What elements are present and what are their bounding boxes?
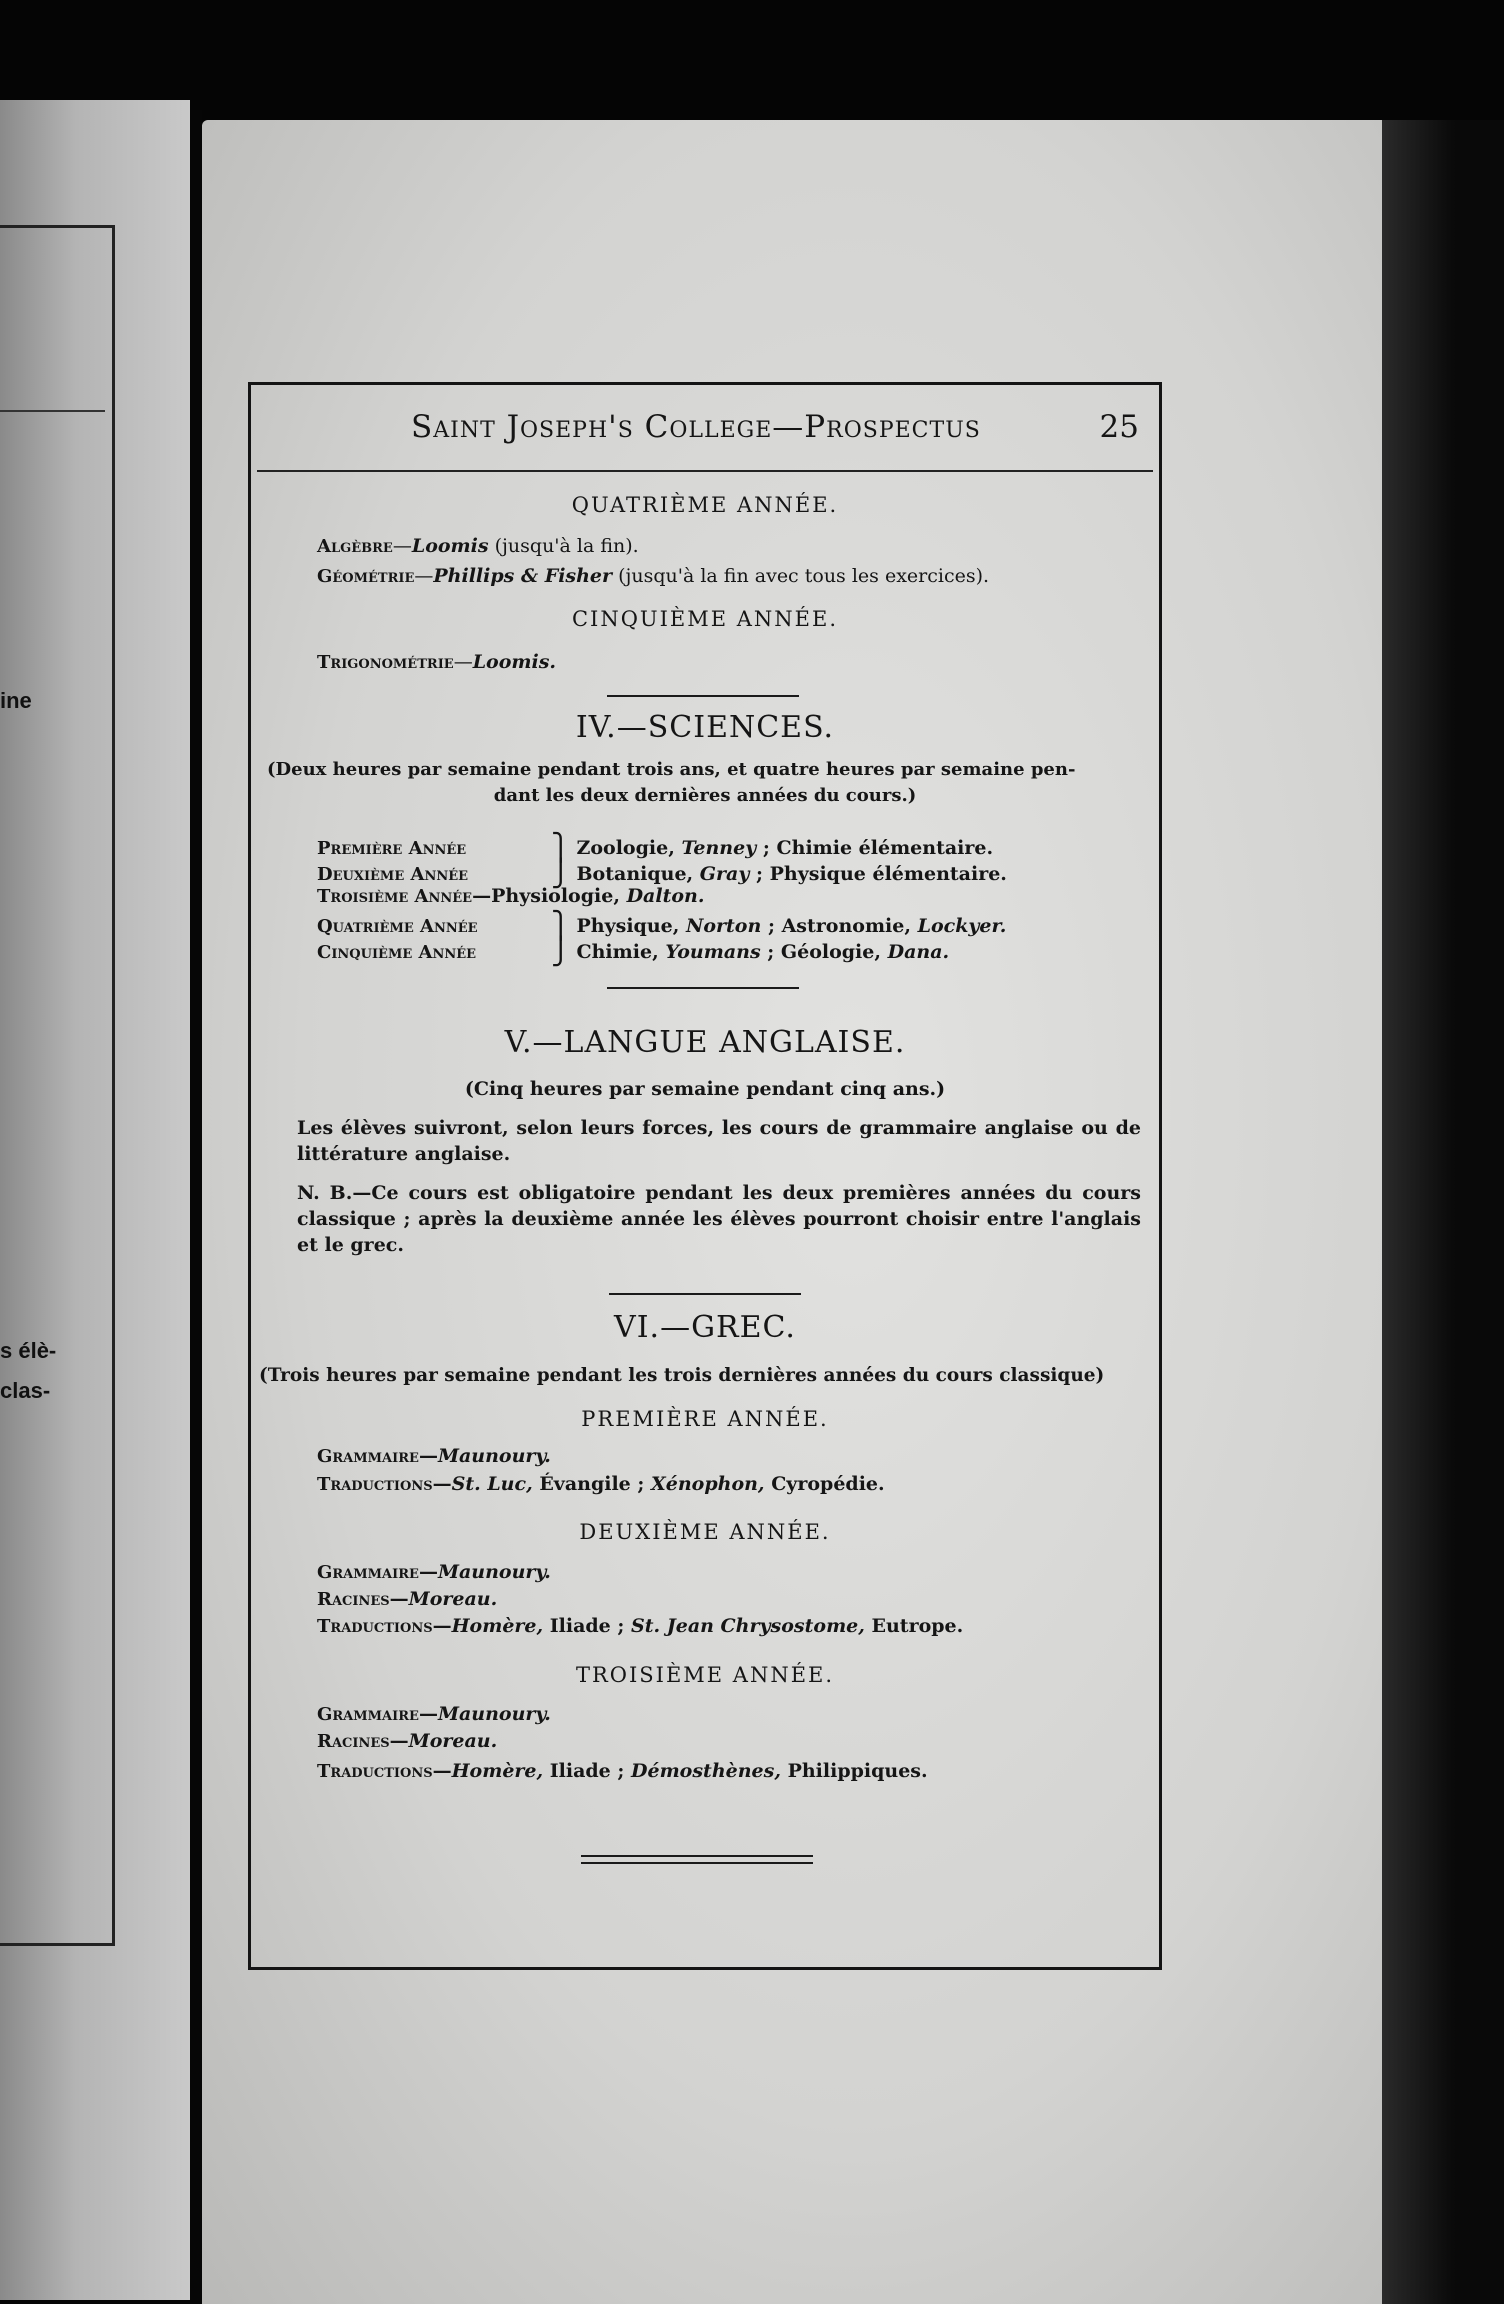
textbook-author: Norton [685, 915, 762, 937]
course-line: Grammaire—Maunoury. [317, 1703, 551, 1725]
course-note: (jusqu'à la fin). [494, 535, 639, 557]
course-line: Racines—Moreau. [317, 1588, 498, 1610]
previous-page-text: s élè- [0, 1338, 57, 1363]
hours-note: (Deux heures par semaine pendant trois ans, et quatre heures par semaine pen- [267, 759, 1076, 780]
textbook-author: Lockyer. [917, 915, 1007, 937]
hours-note: (Cinq heures par semaine pendant cinq ans.) [464, 1078, 946, 1100]
course-line: Deuxième Année ⎭ Botanique, Gray ; Physique élémentaire. [317, 859, 1007, 889]
previous-page-rule [0, 410, 105, 412]
textbook-author: Loomis. [472, 651, 557, 673]
course-line: Traductions—Homère, Iliade ; Démosthènes, Philippiques. [317, 1760, 928, 1782]
subject-label: Trigonométrie [317, 652, 454, 673]
subject-label: Traductions [317, 1761, 433, 1782]
section-divider [607, 695, 799, 697]
section-heading: IV.—SCIENCES. [575, 710, 835, 745]
closing-rule [581, 1855, 813, 1857]
previous-page-frame [0, 225, 115, 1946]
year-heading: TROISIÈME ANNÉE. [575, 1663, 835, 1687]
year-heading: PREMIÈRE ANNÉE. [581, 1407, 829, 1431]
hours-note: (Trois heures par semaine pendant les trois dernières années du cours classique) [259, 1365, 1105, 1386]
course-line: Algèbre—Loomis (jusqu'à la fin). [317, 535, 639, 557]
header-rule [257, 470, 1153, 472]
textbook-author: Loomis [411, 535, 489, 557]
course-line: Grammaire—Maunoury. [317, 1445, 551, 1467]
year-label: Première Année [317, 838, 467, 859]
subject-label: Traductions [317, 1616, 433, 1637]
previous-page-text: clas- [0, 1378, 51, 1403]
year-heading: CINQUIÈME ANNÉE. [571, 607, 839, 631]
textbook-author: Gray [699, 863, 750, 885]
course-line: Trigonométrie—Loomis. [317, 651, 557, 673]
page-frame [248, 382, 1162, 1970]
textbook-author: Youmans [665, 941, 761, 963]
subject-label: Algèbre [317, 536, 393, 557]
textbook-author: Dana. [887, 941, 950, 963]
subject-label: Racines [317, 1731, 390, 1752]
textbook-author: Maunoury. [437, 1703, 551, 1725]
page-gutter [190, 110, 202, 2304]
closing-rule [581, 1862, 813, 1864]
subject-label: Traductions [317, 1474, 433, 1495]
textbook-author: Moreau. [408, 1730, 498, 1752]
course-line: Racines—Moreau. [317, 1730, 498, 1752]
textbook-author: Dalton. [626, 885, 705, 907]
paragraph: N. B.—Ce cours est obligatoire pendant les deux premières années du cours classique ; après la deuxième année les élèves pourront choisir entre l'anglais et le grec. [297, 1182, 1141, 1256]
subject-label: Géométrie [317, 566, 415, 587]
section-divider [609, 1293, 801, 1295]
textbook-author: Maunoury. [437, 1561, 551, 1583]
year-label: Cinquième Année [317, 942, 477, 963]
section-heading: VI.—GREC. [614, 1310, 796, 1345]
page-number: 25 [1099, 409, 1139, 445]
textbook-author: Tenney [681, 837, 757, 859]
year-label: Deuxième Année [317, 864, 469, 885]
course-line: Cinquième Année ⎭ Chimie, Youmans ; Géologie, Dana. [317, 937, 950, 967]
textbook-author: Phillips & Fisher [433, 565, 613, 587]
paragraph: Les élèves suivront, selon leurs forces, les cours de grammaire anglaise ou de littérature anglaise. [297, 1117, 1141, 1165]
year-heading: QUATRIÈME ANNÉE. [571, 493, 839, 517]
subject-label: Grammaire [317, 1704, 419, 1725]
page-edge-shadow [1382, 120, 1504, 2304]
course-note: (jusqu'à la fin avec tous les exercices). [618, 565, 990, 587]
year-label: Troisième Année [317, 886, 473, 907]
year-heading: DEUXIÈME ANNÉE. [579, 1520, 831, 1544]
year-label: Quatrième Année [317, 916, 478, 937]
subject-label: Racines [317, 1589, 390, 1610]
course-line: Grammaire—Maunoury. [317, 1561, 551, 1583]
course-line: Traductions—St. Luc, Évangile ; Xénophon, Cyropédie. [317, 1473, 885, 1495]
section-heading: V.—LANGUE ANGLAISE. [504, 1025, 906, 1060]
subject-label: Grammaire [317, 1562, 419, 1583]
course-line: Géométrie—Phillips & Fisher (jusqu'à la fin avec tous les exercices). [317, 565, 990, 587]
running-title: Saint Joseph's College—Prospectus [411, 409, 981, 445]
hours-note: dant les deux dernières années du cours.) [493, 785, 917, 806]
course-line: Première Année ⎫ Zoologie, Tenney ; Chimie élémentaire. [317, 833, 994, 863]
textbook-author: Moreau. [408, 1588, 498, 1610]
subject-label: Grammaire [317, 1446, 419, 1467]
previous-page-text: ine [0, 688, 32, 713]
section-divider [607, 987, 799, 989]
course-line: Quatrième Année ⎫ Physique, Norton ; Astronomie, Lockyer. [317, 911, 1007, 941]
course-line: Traductions—Homère, Iliade ; St. Jean Chrysostome, Eutrope. [317, 1615, 964, 1637]
textbook-author: Maunoury. [437, 1445, 551, 1467]
course-line: Troisième Année—Physiologie, Dalton. [317, 885, 705, 907]
